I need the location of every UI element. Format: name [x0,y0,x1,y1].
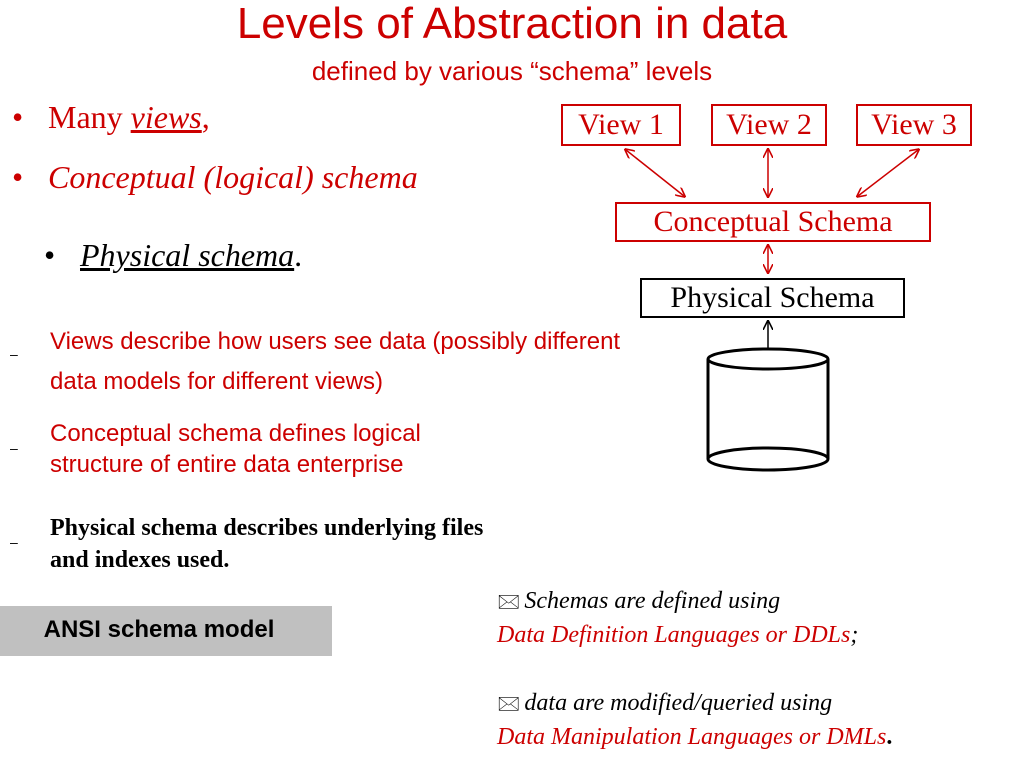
note-ddl-suffix: ; [850,622,859,648]
dash-item-views-text: Views describe how users see data (possibly different data models for different views) [50,328,621,395]
note-dml-line1 [497,686,832,721]
dash-item-conceptual-text: Conceptual schema defines logical structure of entire data enterprise [50,420,421,478]
envelope-icon: 🖂 [497,591,521,613]
dash-item-physical-text: Physical schema describes underlying files and indexes used. [50,515,484,573]
note-dml-language: Data Manipulation Languages or DMLs [497,724,887,750]
bullet-dot: • [12,99,24,135]
note-dml-line2 [497,720,892,754]
note-ddl-line2 [497,618,858,652]
conceptual-schema-box: Conceptual Schema [615,202,931,242]
view-2-box: View 2 [711,104,827,146]
bullet-dot: • [44,237,56,273]
ansi-schema-label: ANSI schema model [0,606,332,656]
note-ddl-text: Schemas are defined using [524,588,781,614]
dash-symbol: – [10,534,18,550]
envelope-icon: 🖂 [497,693,521,715]
cylinder-icon [708,349,828,470]
bullet-views-prefix: Many [48,99,131,135]
note-ddl-language: Data Definition Languages or DDLs [497,622,851,648]
arrow-view3-conceptual [858,150,918,196]
bullet-dot: • [12,159,24,195]
dash-symbol: – [10,346,18,362]
dash-symbol: – [10,440,18,456]
note-dml-suffix: . [886,724,893,750]
arrow-view1-conceptual [626,150,684,196]
bullet-conceptual-text: Conceptual (logical) schema [48,159,418,195]
view-1-box: View 1 [561,104,681,146]
physical-schema-box: Physical Schema [640,278,905,318]
bullet-views-suffix: , [201,99,210,135]
bullet-views-emph: views [130,99,202,135]
page-title: Levels of Abstraction in data [236,0,788,48]
bullet-physical-suffix: . [294,237,303,273]
page-subtitle: defined by various “schema” levels [311,56,713,86]
bullet-physical-emph: Physical schema [80,237,295,273]
note-ddl-line1 [497,584,780,619]
view-3-box: View 3 [856,104,972,146]
note-dml-text: data are modified/queried using [524,690,833,716]
